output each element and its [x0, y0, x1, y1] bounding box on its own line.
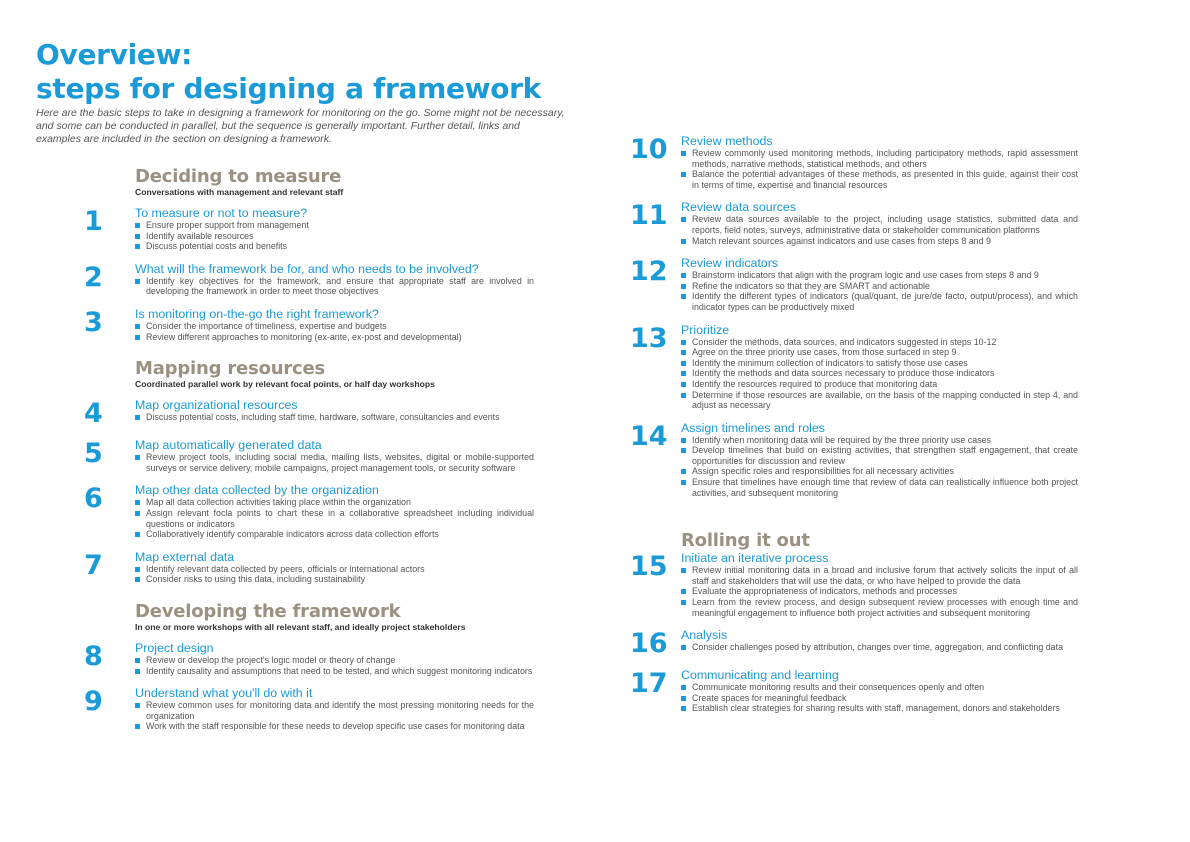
- bullet-item: Map all data collection activities taking place within the organization: [135, 497, 534, 508]
- step-7: [84, 550, 534, 585]
- step-4: [84, 398, 534, 428]
- bullet-item: Review or develop the project's logic model or theory of change: [135, 655, 534, 666]
- step-number: 12: [630, 256, 668, 288]
- step-title: Prioritize: [681, 322, 730, 337]
- bullet-item: Identify available resources: [135, 231, 534, 242]
- step-number: 9: [84, 686, 103, 718]
- step-8: [84, 641, 534, 676]
- page-title: [36, 38, 541, 106]
- bullet-item: Consider the methods, data sources, and indicators suggested in steps 10-12: [681, 337, 1078, 348]
- step-number: 7: [84, 549, 103, 581]
- step-16: [630, 628, 1078, 658]
- step-bullets: [135, 655, 534, 676]
- step-bullets: [681, 214, 1078, 246]
- bullet-item: Collaboratively identify comparable indicators across data collection efforts: [135, 529, 534, 540]
- step-number: 13: [630, 322, 668, 354]
- step-bullets: [135, 321, 534, 342]
- step-17: [630, 668, 1078, 714]
- bullet-item: Identify the minimum collection of indicators to satisfy those use cases: [681, 358, 1078, 369]
- step-bullets: [135, 452, 534, 473]
- bullet-item: Learn from the review process, and design subsequent review processes with enough time and meaningful engagement to influence both project activities and subsequent monitoring: [681, 597, 1078, 618]
- bullet-item: Determine if those resources are available, on the basis of the mapping conducted in step 4, and adjust as necessary: [681, 390, 1078, 411]
- step-10: [630, 134, 1078, 190]
- bullet-item: Identify causality and assumptions that need to be tested, and which suggest monitoring indicators: [135, 666, 534, 677]
- step-bullets: [681, 642, 1078, 653]
- bullet-item: Identify the different types of indicators (qual/quant, de jure/de facto, output/process), and which indicator types can be productively mixed: [681, 291, 1078, 312]
- step-bullets: [135, 276, 534, 297]
- bullet-item: Review initial monitoring data in a broad and inclusive forum that actively solicits the input of all staff and stakeholders that will use the data, or who have helped to provide the data: [681, 565, 1078, 586]
- bullet-item: Match relevant sources against indicators and use cases from steps 8 and 9: [681, 236, 1078, 247]
- step-bullets: [681, 682, 1078, 714]
- right-column: [630, 134, 1078, 724]
- step-number: 3: [84, 306, 103, 338]
- bullet-item: Ensure that timelines have enough time that review of data can realistically influence both project activities, and subsequent monitoring: [681, 477, 1078, 498]
- bullet-item: Identify key objectives for the framework, and ensure that appropriate staff are involved in developing the framework in order to meet those objectives: [135, 276, 534, 297]
- step-title: What will the framework be for, and who needs to be involved?: [135, 261, 479, 276]
- bullet-item: Assign relevant focla points to chart these in a collaborative spreadsheet including individual questions or indicators: [135, 508, 534, 529]
- step-6: [84, 483, 534, 539]
- section-subtitle-developing: In one or more workshops with all relevant staff, and ideally project stakeholders: [135, 621, 466, 632]
- bullet-item: Refine the indicators so that they are SMART and actionable: [681, 281, 1078, 292]
- bullet-item: Identify when monitoring data will be required by the three priority use cases: [681, 435, 1078, 446]
- step-number: 14: [630, 420, 668, 452]
- bullet-item: Review data sources available to the project, including usage statistics, submitted data and reports, field notes, surveys, administrative data or stakeholder communication platforms: [681, 214, 1078, 235]
- section-subtitle-deciding: Conversations with management and relevant staff: [135, 187, 344, 197]
- step-title: Is monitoring on-the-go the right framework?: [135, 306, 379, 321]
- step-title: Initiate an iterative process: [681, 551, 829, 566]
- step-2: [84, 262, 534, 297]
- step-13: [630, 323, 1078, 411]
- bullet-item: Review project tools, including social media, mailing lists, websites, digital or mobile-supported surveys or service delivery, mobile campaigns, project management tools, or security software: [135, 452, 534, 473]
- step-14: [630, 421, 1078, 499]
- bullet-item: Identify the resources required to produce that monitoring data: [681, 379, 1078, 390]
- bullet-item: Balance the potential advantages of these methods, as presented in this guide, against their cost in terms of time, expertise and financial resources: [681, 169, 1078, 190]
- bullet-item: Establish clear strategies for sharing results with staff, management, donors and stakeholders: [681, 703, 1078, 714]
- step-title: Review methods: [681, 134, 773, 148]
- bullet-item: Communicate monitoring results and their consequences openly and often: [681, 682, 1078, 693]
- bullet-item: Work with the staff responsible for these needs to develop specific use cases for monitoring data: [135, 721, 534, 732]
- intro-paragraph: Here are the basic steps to take in designing a framework for monitoring on the go. Some might not be necessary, and some can be conducted in parallel, but the sequence is generally important. Further detail, links and examples are included in the section on designing a framework.: [36, 107, 565, 146]
- bullet-item: Assign specific roles and responsibilities for all necessary activities: [681, 466, 1078, 477]
- bullet-item: Identify relevant data collected by peers, officials or international actors: [135, 564, 534, 575]
- step-bullets: [135, 700, 534, 732]
- step-number: 16: [630, 628, 668, 660]
- bullet-item: Brainstorm indicators that align with the program logic and use cases from steps 8 and 9: [681, 270, 1078, 281]
- step-title: Analysis: [681, 628, 728, 643]
- step-number: 6: [84, 483, 103, 515]
- bullet-item: Agree on the three priority use cases, from those surfaced in step 9: [681, 347, 1078, 358]
- step-number: 11: [630, 200, 668, 232]
- page-title-line-1: Overview:: [36, 38, 193, 71]
- bullet-item: Discuss potential costs, including staff time, hardware, software, consultancies and events: [135, 412, 534, 423]
- bullet-item: Create spaces for meaningful feedback: [681, 693, 1078, 704]
- section-title-rolling: Rolling it out: [681, 530, 810, 552]
- step-title: Map other data collected by the organization: [135, 483, 379, 498]
- step-number: 1: [84, 206, 103, 237]
- step-15: [630, 551, 1078, 618]
- bullet-item: Review common uses for monitoring data and identify the most pressing monitoring needs for the organization: [135, 700, 534, 721]
- step-title: To measure or not to measure?: [135, 206, 308, 220]
- step-9: [84, 686, 534, 732]
- step-number: 4: [84, 398, 103, 430]
- step-number: 17: [630, 668, 668, 700]
- page-title-line-2: steps for designing a framework: [36, 72, 541, 105]
- step-number: 10: [630, 134, 668, 165]
- step-5: [84, 438, 534, 473]
- bullet-item: Identify the methods and data sources necessary to produce those indicators: [681, 368, 1078, 379]
- step-title: Map organizational resources: [135, 398, 298, 413]
- step-12: [630, 256, 1078, 312]
- section-title-developing: Developing the framework: [135, 600, 401, 622]
- bullet-item: Review different approaches to monitoring (ex-ante, ex-post and developmental): [135, 332, 534, 343]
- step-title: Map automatically generated data: [135, 438, 322, 453]
- step-title: Project design: [135, 640, 214, 655]
- section-title-deciding: Deciding to measure: [135, 166, 342, 187]
- section-subtitle-mapping: Coordinated parallel work by relevant focal points, or half day workshops: [135, 379, 435, 390]
- step-bullets: [681, 565, 1078, 618]
- step-number: 8: [84, 640, 103, 672]
- step-bullets: [135, 497, 534, 539]
- step-bullets: [135, 220, 534, 252]
- step-bullets: [681, 270, 1078, 312]
- step-bullets: [681, 148, 1078, 190]
- bullet-item: Consider challenges posed by attribution, changes over time, aggregation, and conflicting data: [681, 642, 1078, 653]
- step-number: 2: [84, 261, 103, 293]
- bullet-item: Consider the importance of timeliness, expertise and budgets: [135, 321, 534, 332]
- bullet-item: Discuss potential costs and benefits: [135, 241, 534, 252]
- bullet-item: Develop timelines that build on existing activities, that strengthen staff engagement, that create opportunities for discussion and review: [681, 445, 1078, 466]
- step-title: Communicating and learning: [681, 668, 839, 683]
- step-11: [630, 200, 1078, 246]
- step-title: Map external data: [135, 549, 235, 564]
- bullet-item: Review commonly used monitoring methods, including participatory methods, rapid assessment methods, narrative methods, statistical methods, and others: [681, 148, 1078, 169]
- bullet-item: Evaluate the appropriateness of indicators, methods and processes: [681, 586, 1078, 597]
- step-title: Review indicators: [681, 256, 779, 271]
- left-column: [84, 166, 534, 742]
- step-number: 5: [84, 438, 103, 470]
- step-bullets: [135, 564, 534, 585]
- step-title: Review data sources: [681, 200, 797, 215]
- section-title-mapping: Mapping resources: [135, 358, 326, 380]
- step-title: Assign timelines and roles: [681, 420, 825, 435]
- step-3: [84, 307, 534, 342]
- step-bullets: [681, 337, 1078, 411]
- step-bullets: [681, 435, 1078, 499]
- bullet-item: Consider risks to using this data, including sustainability: [135, 574, 534, 585]
- step-number: 15: [630, 551, 668, 583]
- step-title: Understand what you'll do with it: [135, 686, 313, 701]
- step-bullets: [135, 412, 534, 423]
- step-1: [84, 206, 534, 252]
- bullet-item: Ensure proper support from management: [135, 220, 534, 231]
